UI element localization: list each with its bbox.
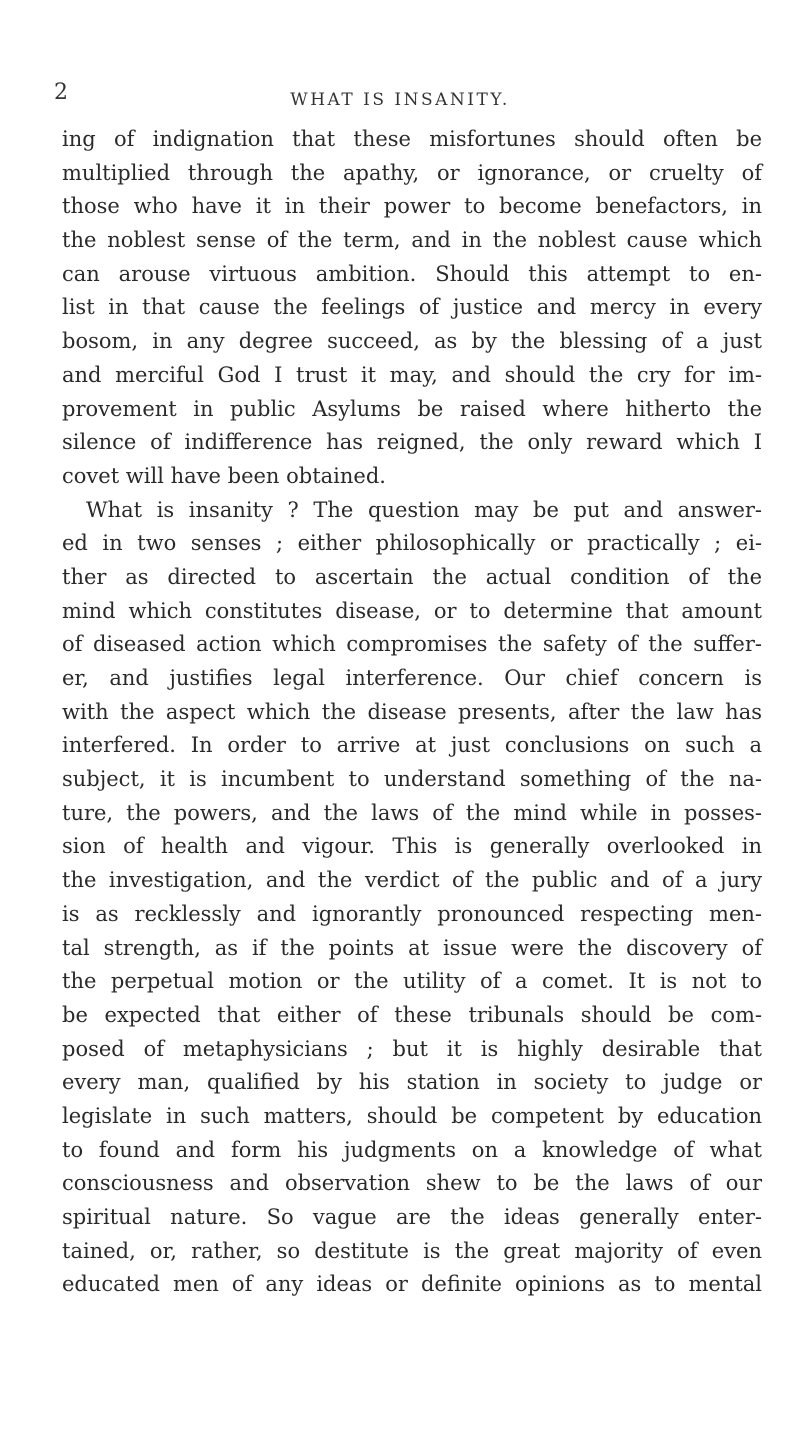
page-number: 2 [54, 80, 68, 105]
text-line: the investigation, and the verdict of the public and of a jury [62, 868, 762, 893]
text-line: tained, or, rather, so destitute is the great majority of even [62, 1238, 762, 1263]
text-line: legislate in such matters, should be competent by education [62, 1103, 762, 1128]
text-line: educated men of any ideas or definite opinions as to mental [62, 1272, 762, 1297]
text-line: posed of metaphysicians ; but it is highly desirable that [62, 1036, 762, 1061]
text-line: tal strength, as if the points at issue were the discovery of [62, 935, 762, 960]
text-line: bosom, in any degree succeed, as by the blessing of a just [62, 329, 762, 354]
text-line: spiritual nature. So vague are the ideas generally enter- [62, 1205, 762, 1229]
text-line: covet will have been obtained. [62, 463, 386, 488]
text-line: be expected that either of these tribunals should be com- [62, 1002, 762, 1027]
text-line: can arouse virtuous ambition. Should this attempt to en- [62, 261, 762, 286]
text-line: provement in public Asylums be raised where hitherto the [62, 396, 762, 421]
text-line: What is insanity ? The question may be put and answer- [86, 497, 762, 522]
text-line: ther as directed to ascertain the actual condition of the [62, 564, 762, 589]
text-line: ed in two senses ; either philosophically or practically ; ei- [62, 531, 762, 556]
text-line: sion of health and vigour. This is generally overlooked in [62, 834, 762, 859]
text-line: of diseased action which compromises the safety of the suffer- [62, 632, 762, 657]
text-line: subject, it is incumbent to understand something of the na- [62, 767, 762, 792]
text-line: silence of indifference has reigned, the only reward which I [62, 430, 762, 455]
text-line: and merciful God I trust it may, and should the cry for im- [62, 362, 762, 387]
text-line: er, and justifies legal interference. Our chief concern is [62, 666, 762, 690]
text-line: the perpetual motion or the utility of a comet. It is not to [62, 969, 762, 994]
text-line: every man, qualified by his station in society to judge or [62, 1070, 762, 1095]
text-line: to found and form his judgments on a knowledge of what [62, 1137, 762, 1162]
text-line: is as recklessly and ignorantly pronounced respecting men- [62, 901, 762, 926]
text-line: list in that cause the feelings of justice and mercy in every [62, 295, 762, 320]
body-text [62, 123, 762, 1302]
text-line: those who have it in their power to become benefactors, in [62, 194, 762, 219]
text-line: the noblest sense of the term, and in the noblest cause which [62, 228, 762, 253]
text-line: mind which constitutes disease, or to determine that amount [62, 598, 762, 623]
text-line: ture, the powers, and the laws of the mind while in posses- [62, 800, 762, 825]
text-line: ing of indignation that these misfortunes should often be [62, 127, 762, 151]
text-line: interfered. In order to arrive at just conclusions on such a [62, 733, 762, 758]
text-line: multiplied through the apathy, or ignorance, or cruelty of [62, 160, 762, 185]
running-head: WHAT IS INSANITY. [290, 90, 510, 110]
text-line: consciousness and observation shew to be the laws of our [62, 1171, 762, 1196]
text-line: with the aspect which the disease presents, after the law has [62, 699, 762, 724]
